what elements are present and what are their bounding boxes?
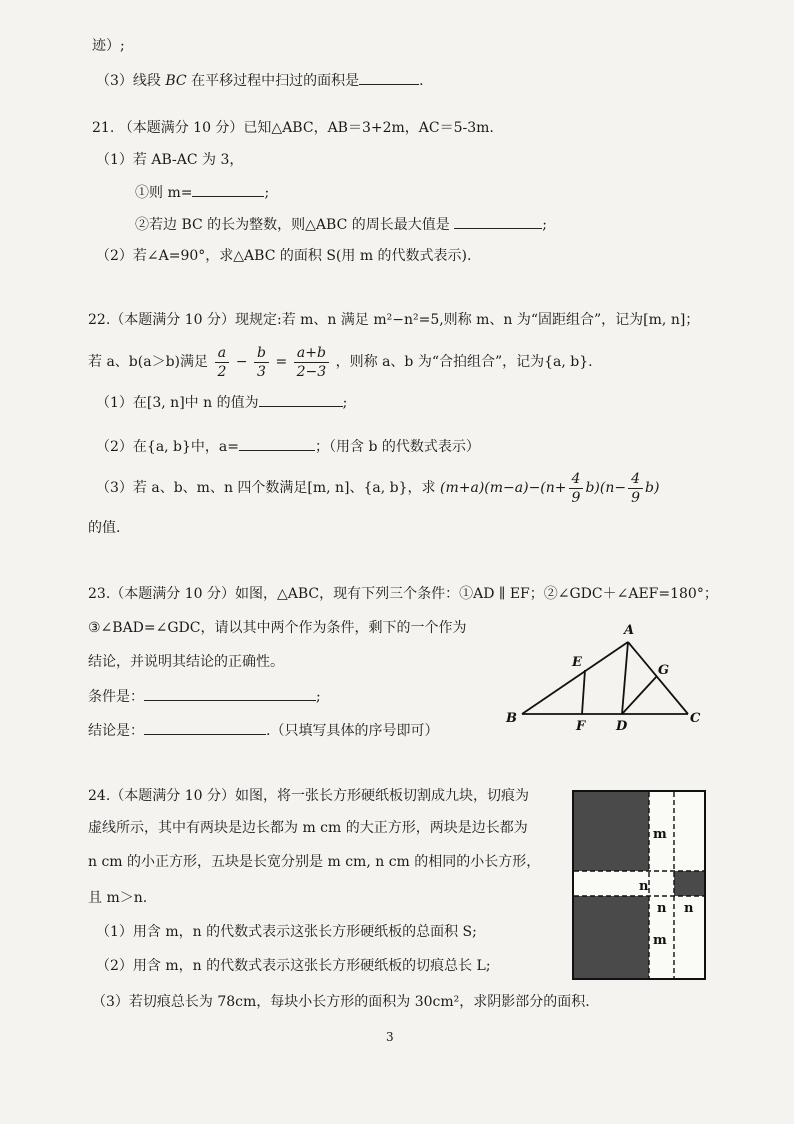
- side-ac: [628, 642, 688, 714]
- text-line: 结论，并说明其结论的正确性。: [88, 654, 284, 670]
- text-span: （3）线段: [96, 73, 161, 89]
- question-22: 22.（本题满分 10 分）现规定:若 m、n 满足 m²−n²=5,则称 m、n 为“固距组合”，记为[m, n]；: [88, 312, 700, 328]
- segment-dg: [622, 676, 657, 714]
- answer-blank[interactable]: [144, 686, 316, 701]
- text-line: 的值.: [88, 520, 121, 536]
- shaded-large-square: [574, 896, 649, 978]
- label-g: G: [658, 663, 670, 678]
- text-line: （2）用含 m，n 的代数式表示这张长方形硬纸板的切痕总长 L;: [96, 958, 491, 974]
- math-expression: (m+a)(m−a)−(n+: [440, 480, 567, 496]
- text-span: 条件是：: [88, 689, 144, 705]
- text-line: n cm 的小正方形，五块是长宽分别是 m cm, n cm 的相同的小长方形，: [88, 854, 541, 870]
- text-line: 迹）;: [92, 38, 125, 54]
- shaded-small-square: [674, 871, 704, 896]
- answer-blank[interactable]: [144, 720, 266, 735]
- question-23: 23.（本题满分 10 分）如图，△ABC，现有下列三个条件：①AD ∥ EF；②∠GDC＋∠AEF=180°；: [88, 586, 718, 602]
- fraction: $\frac{b}{3}$: [254, 344, 269, 381]
- text-span: ;: [342, 395, 348, 411]
- text-span: （1）在[3, n]中 n 的值为: [96, 395, 259, 411]
- answer-blank[interactable]: [359, 70, 419, 85]
- label-m: m: [653, 933, 667, 948]
- text-line: [96, 70, 424, 91]
- text-line: [96, 392, 347, 413]
- text-span: ;: [316, 689, 321, 705]
- answer-blank[interactable]: [454, 214, 542, 229]
- text-span: .: [419, 73, 424, 89]
- text-span: .（只填写具体的序号即可）: [266, 723, 439, 739]
- label-b: B: [506, 711, 517, 726]
- label-e: E: [572, 655, 582, 670]
- answer-blank[interactable]: [259, 392, 343, 407]
- shaded-large-square: [574, 792, 649, 871]
- label-c: C: [690, 711, 701, 726]
- text-span: 结论是：: [88, 723, 144, 739]
- answer-blank[interactable]: [239, 436, 315, 451]
- text-line: （3）若切痕总长为 78cm，每块小长方形的面积为 30cm²，求阴影部分的面积.: [92, 994, 590, 1010]
- label-a: A: [624, 623, 635, 638]
- text-span: ；（用含 b 的代数式表示）: [315, 439, 480, 455]
- text-span: ;: [264, 185, 270, 201]
- text-line: （1）若 AB-AC 为 3，: [96, 152, 244, 168]
- text-line: [96, 466, 659, 510]
- segment-ad: [622, 642, 628, 714]
- text-span: =: [275, 354, 288, 370]
- math-expression: b): [645, 480, 660, 496]
- question-21: 21. （本题满分 10 分）已知△ABC，AB＝3+2m，AC＝5-3m.: [92, 120, 494, 136]
- text-line: ③∠BAD=∠GDC，请以其中两个作为条件，剩下的一个作为: [88, 620, 467, 636]
- triangle-figure: [500, 616, 710, 736]
- text-span: （2）在{a, b}中，a=: [96, 439, 240, 455]
- text-line: [88, 340, 593, 384]
- cardboard-figure: [572, 790, 706, 980]
- text-line: [88, 720, 438, 741]
- text-line: [135, 182, 269, 203]
- label-d: D: [616, 719, 628, 734]
- side-ab: [522, 642, 628, 714]
- text-line: （2）若∠A=90°，求△ABC 的面积 S(用 m 的代数式表示).: [96, 248, 472, 264]
- segment-ef: [582, 670, 585, 714]
- math-expression: b)(n−: [585, 480, 627, 496]
- text-line: [88, 686, 321, 707]
- text-line: 虚线所示，其中有两块是边长都为 m cm 的大正方形，两块是边长都为: [88, 820, 528, 836]
- text-span: （3）若 a、b、m、n 四个数满足[m, n]、{a, b}，求: [96, 480, 436, 496]
- text-span: ①则 m=: [135, 185, 193, 201]
- fraction: $\frac{4}{9}$: [569, 470, 584, 507]
- fraction: $\frac{a+b}{2-3}$: [294, 344, 330, 381]
- label-n: n: [684, 901, 694, 916]
- question-24: 24.（本题满分 10 分）如图，将一张长方形硬纸板切割成九块，切痕为: [88, 788, 529, 804]
- text-span: BC: [165, 73, 187, 89]
- label-f: F: [576, 719, 586, 734]
- label-n: n: [657, 901, 667, 916]
- text-line: 且 m＞n.: [88, 890, 148, 906]
- fraction: $\frac{a}{2}$: [214, 344, 229, 381]
- text-line: [96, 436, 480, 457]
- text-line: （1）用含 m，n 的代数式表示这张长方形硬纸板的总面积 S;: [96, 924, 477, 940]
- text-span: ，则称 a、b 为“合拍组合”，记为{a, b}.: [335, 354, 593, 370]
- text-span: ②若边 BC 的长为整数，则△ABC 的周长最大值是: [135, 217, 450, 233]
- label-m: m: [653, 827, 667, 842]
- label-n: n: [639, 879, 649, 894]
- fraction: $\frac{4}{9}$: [628, 470, 643, 507]
- answer-blank[interactable]: [192, 182, 264, 197]
- text-span: 若 a、b(a＞b)满足: [88, 354, 208, 370]
- text-span: 在平移过程中扫过的面积是: [191, 73, 360, 89]
- text-line: [135, 214, 547, 235]
- text-span: −: [235, 354, 248, 370]
- page-number: 3: [386, 1030, 394, 1044]
- text-span: ;: [542, 217, 547, 233]
